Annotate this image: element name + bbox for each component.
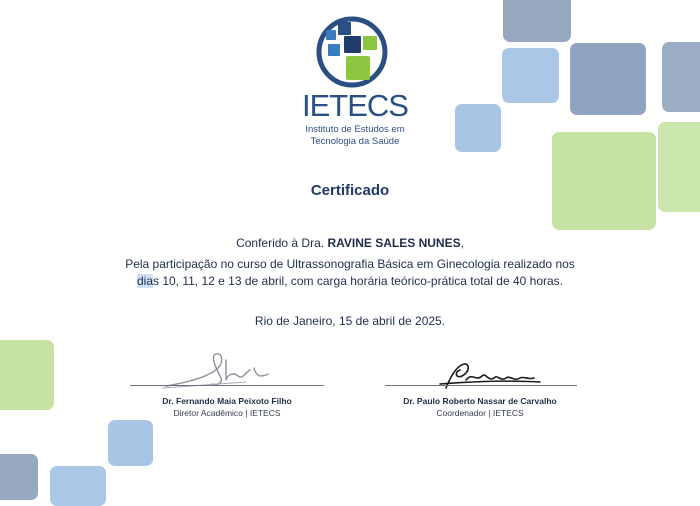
logo-wordmark: IETECS	[302, 88, 408, 123]
signature-2-scribble-icon	[436, 358, 546, 392]
signatory-2	[380, 395, 580, 419]
deco-square-slate-top	[503, 0, 571, 42]
deco-square-lightblue-bottom	[108, 420, 153, 466]
deco-square-lightblue-bottom2	[50, 466, 106, 506]
signatory-1-name: Dr. Fernando Maia Peixoto Filho	[162, 396, 292, 406]
participation-line2-rest: s 10, 11, 12 e 13 de abril, com carga horária teórico-prática total de 40 horas.	[153, 274, 564, 288]
place-date: Rio de Janeiro, 15 de abril de 2025.	[254, 314, 446, 328]
participation-paragraph	[95, 256, 605, 290]
logo-subtitle-line1: Instituto de Estudos em	[305, 124, 405, 135]
logo-subtitle-line2: Tecnologia da Saúde	[310, 136, 400, 147]
participation-line2	[95, 273, 605, 290]
certificate-title: Certificado	[310, 182, 390, 199]
deco-square-lightblue-mid	[502, 48, 559, 103]
selected-text: dia	[136, 274, 153, 288]
signature-line-2	[385, 385, 577, 386]
deco-square-lightblue-left	[455, 104, 501, 152]
signatory-1-role: Diretor Acadêmico | IETECS	[173, 408, 281, 418]
signatory-2-name: Dr. Paulo Roberto Nassar de Carvalho	[403, 396, 557, 406]
participation-line1: Pela participação no curso de Ultrassonografia Básica em Ginecologia realizado nos	[125, 257, 575, 271]
signatory-1	[127, 395, 327, 419]
deco-square-slate-right	[570, 43, 646, 115]
ietecs-logo-mark-icon	[316, 16, 388, 88]
conferred-suffix: ,	[460, 236, 464, 250]
logo-subtitle	[300, 124, 410, 148]
conferred-line	[95, 235, 605, 252]
deco-square-green-large	[552, 132, 656, 230]
ietecs-logo	[300, 16, 410, 148]
deco-square-slate-bottom	[0, 454, 38, 500]
signature-line-1	[130, 385, 324, 386]
conferred-prefix: Conferido à Dra.	[236, 236, 325, 250]
deco-square-green-bottomleft	[0, 340, 54, 410]
recipient-name: RAVINE SALES NUNES	[327, 236, 461, 250]
deco-square-slate-small	[662, 42, 700, 112]
signatory-2-role: Coordenador | IETECS	[436, 408, 524, 418]
